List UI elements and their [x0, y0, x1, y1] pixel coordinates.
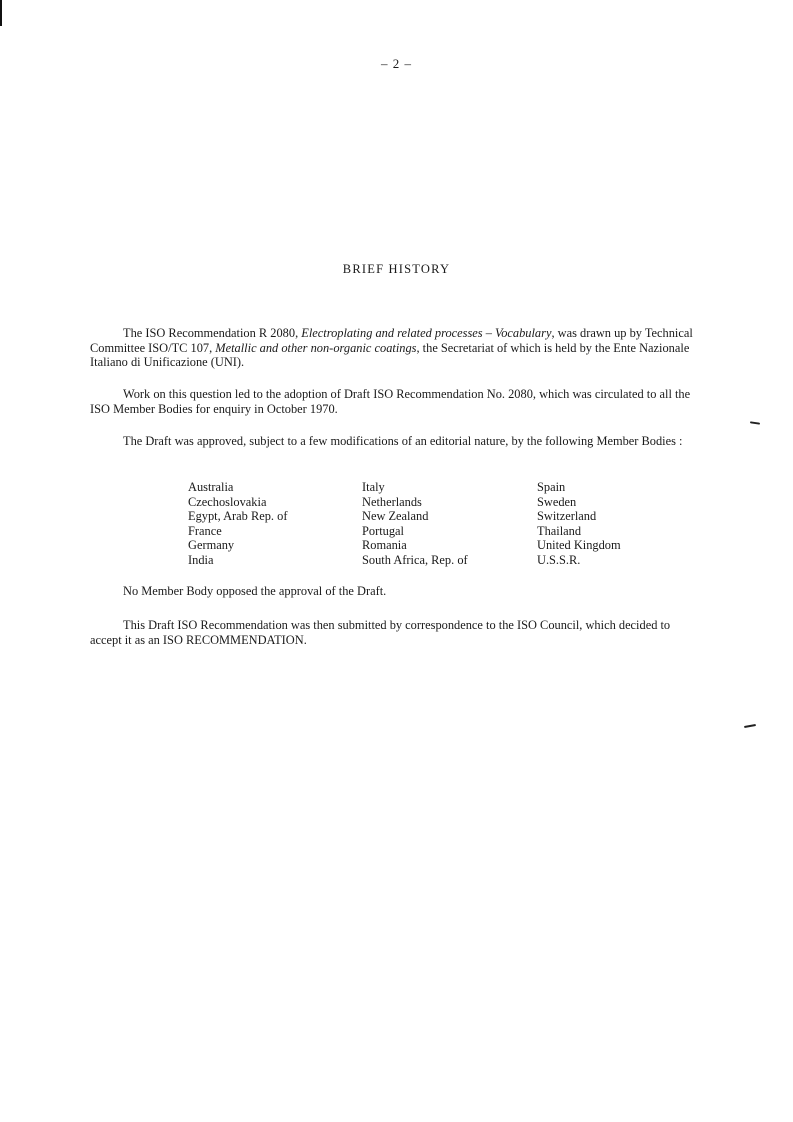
paragraph-council — [90, 618, 702, 647]
p3-text: The Draft was approved, subject to a few modifications of an editorial nature, by the following Member Bodies : — [123, 434, 683, 448]
member-body: U.S.S.R. — [537, 552, 581, 567]
p5-text: This Draft ISO Recommendation was then submitted by correspondence to the ISO Council, which decided to accept it as an ISO RECOMMENDATION. — [90, 618, 671, 647]
paragraph-origin — [90, 326, 702, 370]
p2-text: Work on this question led to the adoption of Draft ISO Recommendation No. 2080, which was circulated to all the ISO Member Bodies for enquiry in October 1970. — [90, 387, 691, 416]
member-body: Netherlands — [362, 494, 422, 509]
p1-text-a: The ISO Recommendation R 2080, — [123, 326, 302, 340]
member-body: United Kingdom — [537, 538, 621, 553]
member-column-2 — [362, 480, 537, 568]
member-body: Germany — [188, 538, 235, 553]
p1-text-b: , was drawn up by Technical Committee ISO/TC 107, — [90, 326, 693, 355]
p1-committee-italic: Metallic and other non-organic coatings — [215, 340, 417, 355]
paragraph-adoption — [90, 387, 702, 416]
member-body: Thailand — [537, 523, 582, 538]
p4-text: No Member Body opposed the approval of the Draft. — [123, 584, 387, 598]
member-body: France — [188, 523, 222, 538]
member-body: Spain — [537, 480, 566, 494]
member-bodies-list — [188, 480, 657, 568]
page-number: – 2 – — [381, 56, 412, 71]
p1-text-c: , the Secretariat of which is held by the Ente Nazionale Italiano di Unificazione (UNI). — [90, 340, 690, 370]
member-body: Romania — [362, 538, 407, 553]
scan-artifact-mark — [744, 724, 756, 728]
member-body: Czechoslovakia — [188, 494, 267, 509]
member-body: Sweden — [537, 494, 577, 509]
member-body: New Zealand — [362, 509, 429, 524]
member-column-1 — [188, 480, 362, 568]
member-body: Switzerland — [537, 509, 597, 524]
member-column-3 — [537, 480, 657, 568]
section-title: BRIEF HISTORY — [342, 262, 451, 276]
member-body: Italy — [362, 480, 385, 494]
scan-edge-mark — [0, 0, 2, 26]
member-body: Egypt, Arab Rep. of — [188, 509, 288, 524]
member-body: Portugal — [362, 523, 404, 538]
member-body: South Africa, Rep. of — [362, 552, 468, 567]
member-body: Australia — [188, 480, 234, 494]
member-body: India — [188, 552, 214, 567]
p1-title-italic: Electroplating and related processes – Vocabulary — [301, 326, 552, 340]
paragraph-approval — [90, 434, 702, 449]
paragraph-no-opposition — [90, 584, 702, 599]
scan-artifact-mark — [750, 421, 760, 424]
